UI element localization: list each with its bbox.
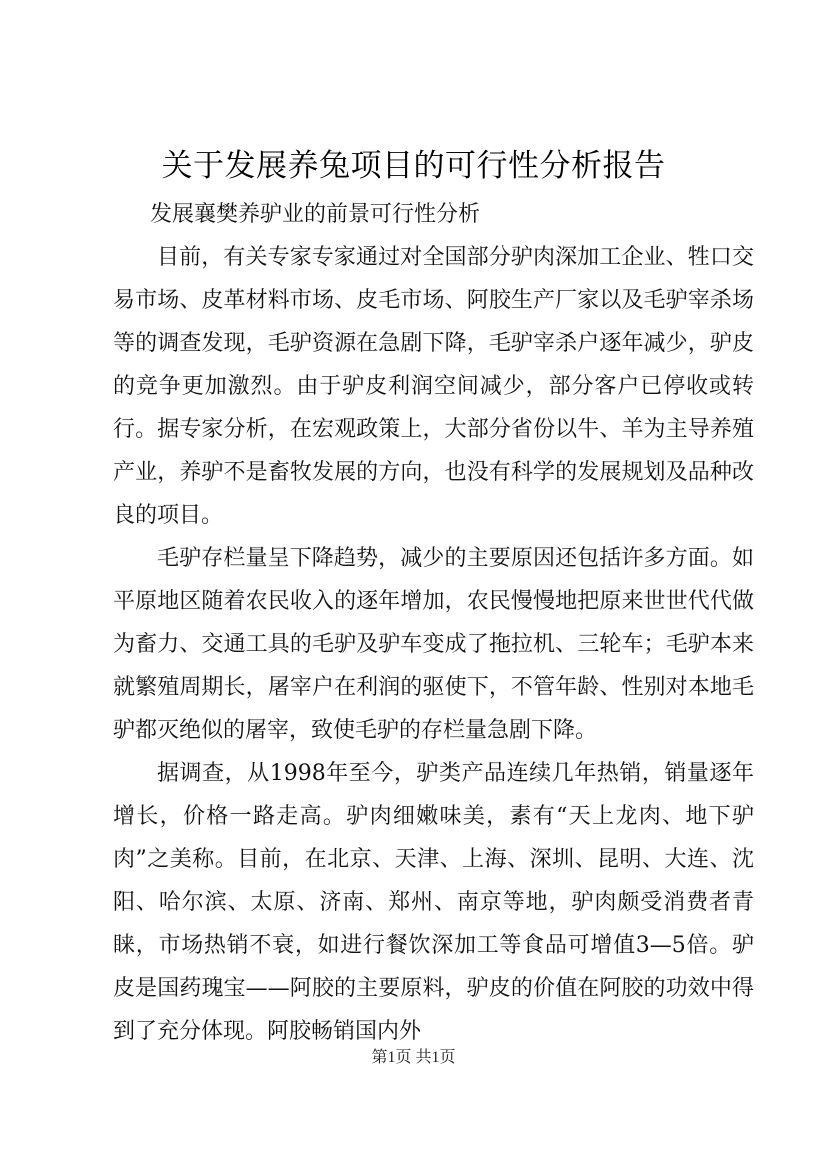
body-paragraph: 目前，有关专家专家通过对全国部分驴肉深加工企业、牲口交易市场、皮革材料市场、皮毛市场、阿胶生产厂家以及毛驴宰杀场等的调查发现，毛驴资源在急剧下降，毛驴宰杀户逐年减少，驴皮的竞争更加激烈。由于驴皮利润空间减少，部分客户已停收或转行。据专家分析，在宏观政策上，大部分省份以牛、羊为主导养殖产业，养驴不是畜牧发展的方向，也没有科学的发展规划及品种改良的项目。 <box>113 245 754 528</box>
document-title: 关于发展养兔项目的可行性分析报告 <box>161 148 666 184</box>
document-subtitle: 发展襄樊养驴业的前景可行性分析 <box>150 202 481 227</box>
body-paragraph: 据调查，从1998年至今，驴类产品连续几年热销，销量逐年增长，价格一路走高。驴肉细嫩味美，素有“天上龙肉、地下驴肉”之美称。目前，在北京、天津、上海、深圳、昆明、大连、沈阳、哈尔滨、太原、济南、郑州、南京等地，驴肉颇受消费者青睐，市场热销不衰，如进行餐饮深加工等食品可增值3—5倍。驴皮是国药瑰宝——阿胶的主要原料，驴皮的价值在阿胶的功效中得到了充分体现。阿胶畅销国内外 <box>113 761 754 1044</box>
page-footer: 第1页 共1页 <box>371 1049 456 1066</box>
body-paragraph: 毛驴存栏量呈下降趋势，减少的主要原因还包括许多方面。如平原地区随着农民收入的逐年增加，农民慢慢地把原来世世代代做为畜力、交通工具的毛驴及驴车变成了拖拉机、三轮车；毛驴本来就繁殖周期长，屠宰户在利润的驱使下，不管年龄、性别对本地毛驴都灭绝似的屠宰，致使毛驴的存栏量急剧下降。 <box>113 546 754 743</box>
document-body <box>113 236 754 1053</box>
